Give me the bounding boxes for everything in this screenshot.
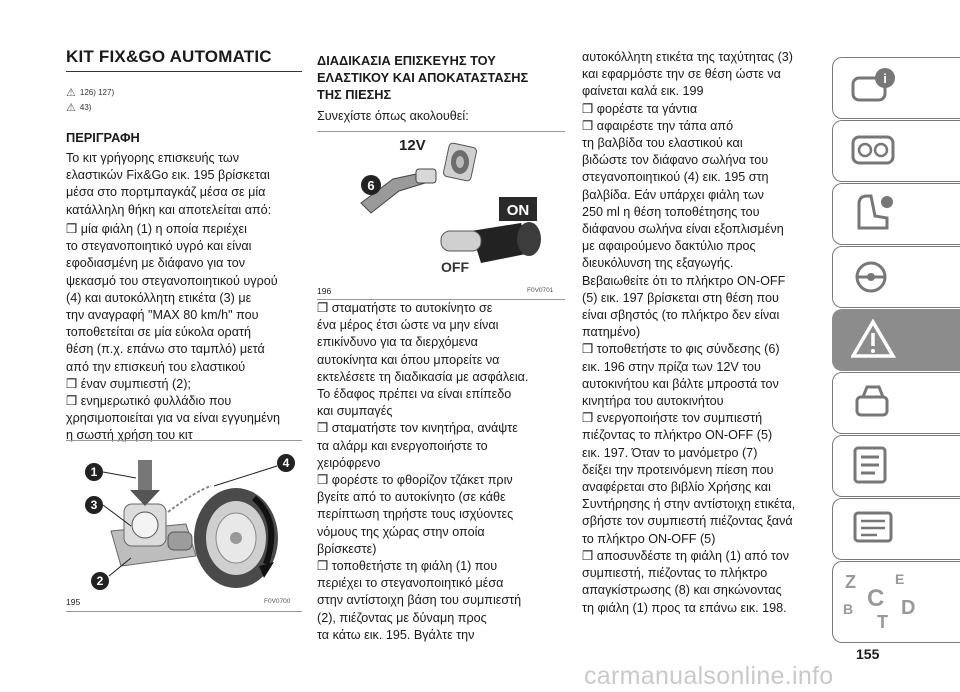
- index-icon: [841, 568, 921, 634]
- section-heading: ΠΕΡΙΓΡΑΦΗ: [66, 130, 140, 145]
- multimedia-icon: [851, 507, 897, 549]
- svg-text:i: i: [883, 71, 887, 86]
- index-letter-b: B: [843, 601, 854, 617]
- page-title: KIT FIX&GO AUTOMATIC: [66, 47, 272, 66]
- tab-dashboard[interactable]: [832, 120, 960, 182]
- kit-contents-list: ❒ μία φιάλη (1) η οποία περιέχει το στεγανοποιητικό υγρό και είναι εφοδιασμένη με διάφανο για τον ψεκασμό του στεγανοποιητικού υγρού (4) και αυτοκόλλητη ετικέτα (3) με την αναγραφή "MAX 80 km/h" που τοποθετείται σε μία εύκολα ορατή θέση (π.χ. επάνω στο ταμπλό) μετά από την επισκευή του ελαστικού ❒ έναν συμπιεστή (2); ❒ ενημερωτικό φυλλάδιο που χρησιμοποιείται για να είναι εγγυημένη η σωστή χρήση του κιτ: [66, 222, 281, 443]
- index-letter-d: D: [901, 597, 916, 619]
- figure-rule-top-196: [317, 131, 565, 132]
- warning-ref-row-1: [66, 86, 114, 99]
- figure-number-195: 195: [66, 597, 81, 607]
- watermark: carmanualsonline.info: [584, 662, 834, 690]
- seat-safety-icon: [851, 192, 897, 234]
- tab-emergency[interactable]: [832, 309, 960, 371]
- procedure-steps-1: ❒ σταματήστε το αυτοκίνητο σε ένα μέρος έτσι ώστε να μην είναι επικίνδυνο για τα διερχόμενα αυτοκίνητα και όπου μπορείτε να εκτελέσετε τη διαδικασία με ασφάλεια. Το έδαφος πρέπει να είναι επίπεδο και συμπαγές ❒ σταματήστε τον κινητήρα, ανάψτε τα αλάρμ και ενεργοποιήστε το χειρόφρενο ❒ φορέστε το φθορίζον τζάκετ πριν βγείτε από το αυτοκίνητο (σε κάθε περίπτωση τηρήστε τους ισχύοντες νόμους της χώρας στην οποία βρίσκεστε) ❒ τοποθετήστε τη φιάλη (1) που περιέχει το στεγανοποιητικό μέσα στην αντίστοιχη βάση του συμπιεστή (2), πιέζοντας με δύναμη προς τα κάτω εικ. 195. Βγάλτε την: [317, 301, 529, 642]
- warning-triangle-icon: ⚠: [66, 87, 76, 99]
- label-on: ON: [506, 202, 530, 219]
- label-12v: 12V: [399, 137, 426, 154]
- figure-rule-top: [66, 440, 302, 441]
- figure-code-195: F0V0700: [264, 598, 291, 605]
- figure-rule-bottom: [66, 611, 302, 612]
- figure-number-196: 196: [317, 286, 332, 296]
- driving-icon: [851, 255, 897, 297]
- index-letter-c: C: [867, 585, 885, 612]
- callout-4: 4: [282, 456, 290, 470]
- callout-2: 2: [96, 574, 104, 588]
- index-letter-e: E: [895, 571, 905, 587]
- procedure-steps-2: αυτοκόλλητη ετικέτα της ταχύτητας (3) και εφαρμόστε την σε θέση ώστε να φαίνεται καλά εικ. 199 ❒ φορέστε τα γάντια ❒ αφαιρέστε την τάπα από τη βαλβίδα του ελαστικού και βιδώστε τον διάφανο σωλήνα του στεγανοποιητικού (4) εικ. 195 στη βαλβίδα. Εάν υπάρχει φιάλη των 250 ml η θέση τοποθέτησης του διάφανου σωλήνα είναι εξοπλισμένη με αφαιρούμενο δακτύλιο προς διευκόλυνση της εξαγωγής. Βεβαιωθείτε ότι το πλήκτρο ON-OFF (5) εικ. 197 βρίσκεται στη θέση που είναι σβηστός (το πλήκτρο δεν είναι πατημένο) ❒ τοποθετήστε το φις σύνδεσης (6) εικ. 196 στην πρίζα των 12V του αυτοκινήτου και βάλτε μπροστά τον κινητήρα του αυτοκινήτου ❒ ενεργοποιήστε τον συμπιεστή πιέζοντας το πλήκτρο ON-OFF (5) εικ. 197. Όταν το μανόμετρο (7) δείξει την προτεινόμενη πίεση που αναφέρεται στο βιβλίο Χρήσης και Συντήρησης ή στην αντίστοιχη ετικέτα, σβήστε τον συμπιεστή πιέζοντας ξανά το πλήκτρο ON-OFF (5) ❒ αποσυνδέστε τη φιάλη (1) από τον συμπιεστή, πιέζοντας το πλήκτρο απαγκίστρωσης (8) και σηκώνοντας τη φιάλη (1) προς τα επάνω εικ. 198.: [582, 50, 796, 615]
- callout-1: 1: [90, 465, 98, 479]
- figure-196-socket-illustration: [321, 133, 561, 283]
- tab-seat-safety[interactable]: [832, 183, 960, 245]
- service-icon: [851, 381, 897, 423]
- warning-triangle-icon: [851, 318, 897, 360]
- tab-index[interactable]: [832, 561, 960, 643]
- on-off-switch: [441, 222, 541, 263]
- warning-ref-1: 126) 127): [79, 88, 115, 97]
- procedure-heading: ΔΙΑΔΙΚΑΣΙΑ ΕΠΙΣΚΕΥΗΣ ΤΟΥ ΕΛΑΣΤΙΚΟΥ ΚΑΙ ΑΠΟΚΑΤΑΣΤΑΣΗΣ ΤΗΣ ΠΙΕΣΗΣ: [317, 53, 529, 102]
- warning-ref-row-2: [66, 101, 91, 114]
- tab-car-info[interactable]: [832, 57, 960, 119]
- tab-service[interactable]: [832, 372, 960, 434]
- dashboard-icon: [851, 129, 897, 171]
- tab-specs[interactable]: [832, 435, 960, 497]
- callout-6: 6: [367, 178, 375, 193]
- caution-triangle-icon: ⚠: [66, 102, 76, 114]
- compressor-illustration: [111, 504, 196, 566]
- procedure-intro: Συνεχίστε όπως ακολουθεί:: [317, 109, 469, 123]
- label-off: OFF: [441, 259, 469, 275]
- specs-icon: [851, 444, 897, 486]
- tab-multimedia[interactable]: [832, 498, 960, 560]
- page-number: 155: [856, 646, 880, 662]
- figure-code-196: F0V0701: [527, 287, 554, 294]
- index-letter-z: Z: [845, 572, 856, 592]
- tab-driving[interactable]: [832, 246, 960, 308]
- warning-ref-2: 43): [79, 103, 92, 112]
- socket-12v: [443, 142, 477, 181]
- figure-195-kit-illustration: [76, 446, 296, 594]
- callout-3: 3: [90, 498, 98, 512]
- index-letter-t: T: [877, 612, 888, 632]
- title-rule: [66, 71, 302, 72]
- car-info-icon: [851, 66, 897, 108]
- description-paragraph: Το κιτ γρήγορης επισκευής των ελαστικών Fix&Go εικ. 195 βρίσκεται μέσα στο πορτμπαγκάζ μέσα σε μία κατάλληλη θήκη και αποτελείται από:: [66, 151, 272, 217]
